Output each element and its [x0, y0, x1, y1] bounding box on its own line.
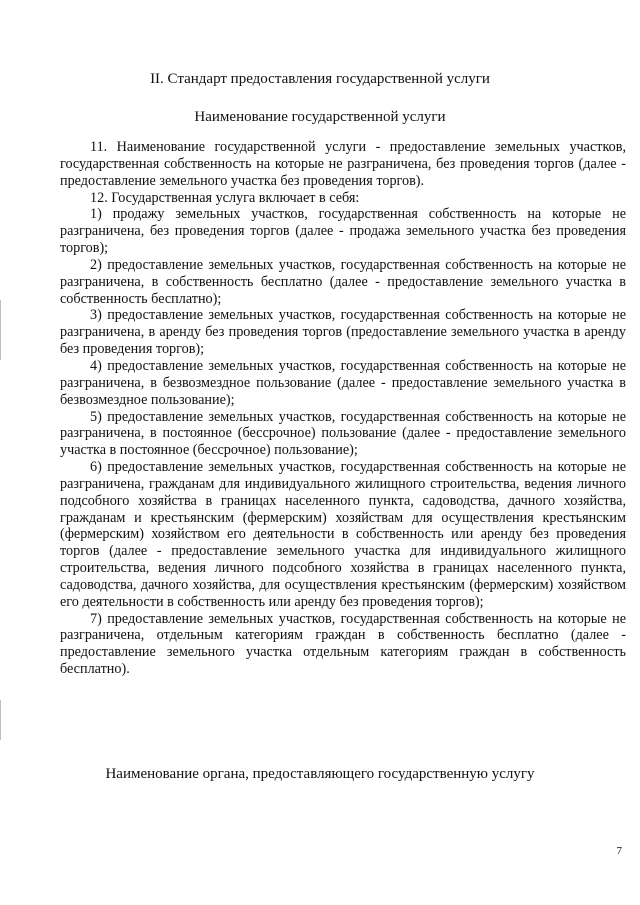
- paragraph-12: 12. Государственная услуга включает в себя:: [90, 189, 360, 206]
- scan-edge-mark: [0, 300, 1, 360]
- sub-heading-service-name: Наименование государственной услуги: [194, 109, 446, 125]
- list-item-3: 3) предоставление земельных участков, государственная собственность на которые не разграничена, в аренду без проведения торгов (предоставление земельного участка в аренду без проведения торгов);: [60, 307, 626, 358]
- page-number: 7: [616, 845, 622, 857]
- paragraph-11: 11. Наименование государственной услуги - предоставление земельных участков, государственная собственность на которые не разграничена, без проведения торгов (далее - предоставление земельного участка без проведения торгов).: [60, 139, 626, 189]
- list-item-6: 6) предоставление земельных участков, государственная собственность на которые не разграничена, гражданам для индивидуального жилищного строительства, ведения личного подсобного хозяйства в границах населенного пункта, садоводства, дачного хозяйства, гражданам и крестьянским (фермерским) хозяйствам для осуществления крестьянским (фермерским) хозяйством его деятельности в собственность или аренду без проведения торгов (далее - предоставление земельного участка для индивидуального жилищного строительства, ведения личного подсобного хозяйства в границах населенного пункта, садоводства, дачного хозяйства, для осуществления крестьянским (фермерским) хозяйством его деятельности в собственность или аренду без проведения торгов);: [60, 459, 626, 610]
- list-item-2: 2) предоставление земельных участков, государственная собственность на которые не разграничена, в собственность бесплатно (далее - предоставление земельного участка в собственность бесплатно);: [60, 256, 626, 307]
- section-heading: II. Стандарт предоставления государственной услуги: [150, 71, 490, 87]
- scan-edge-mark: [0, 700, 1, 740]
- sub-heading-service-organ: Наименование органа, предоставляющего государственную услугу: [105, 766, 535, 782]
- list-item-1: 1) продажу земельных участков, государственная собственность на которые не разграничена, без проведения торгов (далее - продажа земельного участка без проведения торгов);: [60, 206, 626, 257]
- list-item-4: 4) предоставление земельных участков, государственная собственность на которые не разграничена, в безвозмездное пользование (далее - предоставление земельного участка в безвозмездное пользование);: [60, 357, 626, 408]
- list-item-5: 5) предоставление земельных участков, государственная собственность на которые не разграничена, в постоянное (бессрочное) пользование (далее - предоставление земельного участка в постоянное (бессрочное) пользование);: [60, 408, 626, 459]
- body-text: [60, 139, 626, 678]
- list-item-7: 7) предоставление земельных участков, государственная собственность на которые не разграничена, отдельным категориям граждан в собственность бесплатно (далее - предоставление земельного участка отдельным категориям граждан в собственность бесплатно).: [60, 610, 626, 678]
